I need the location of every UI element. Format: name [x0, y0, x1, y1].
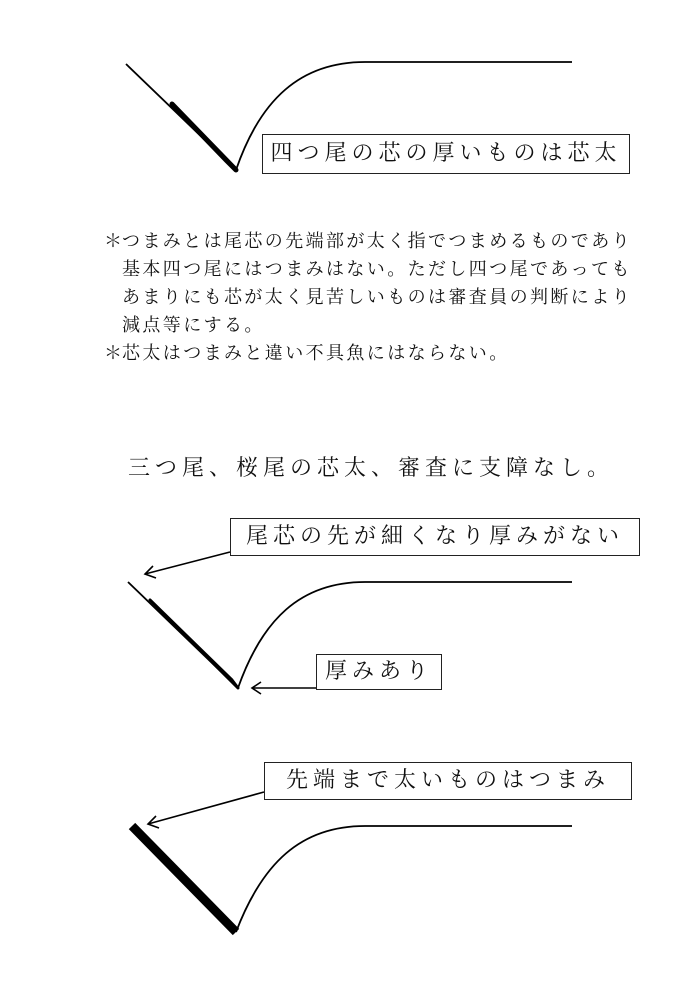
note-bullet: ＊: [104, 231, 125, 252]
note-item: [104, 340, 632, 368]
core-thick-3: [132, 826, 236, 932]
label-tsumami: 先端まで太いものはつまみ: [264, 762, 632, 800]
notes: [104, 228, 632, 368]
section-heading: 三つ尾、桜尾の芯太、審査に支障なし。: [128, 456, 615, 481]
tail-curve-3: [236, 826, 572, 932]
core-thickness-1: [172, 104, 236, 170]
label-has-thickness: 厚みあり: [316, 654, 442, 690]
label-thin-tip: 尾芯の先が細くなり厚みがない: [230, 518, 640, 556]
diagram-tsumami: [132, 792, 572, 932]
note-text: 芯太はつまみと違い不具魚にはならない。: [122, 343, 510, 364]
note-text: つまみとは尾芯の先端部が太く指でつまめるものであり 基本四つ尾にはつまみはない。ただし四つ尾であっても あまりにも芯が太く見苦しいものは審査員の判断により 減点等にする。: [122, 231, 632, 336]
core-thickness-2: [150, 600, 238, 688]
note-bullet: ＊: [104, 343, 125, 364]
label-thick-core: 四つ尾の芯の厚いものは芯太: [262, 134, 630, 174]
pointer-tsumami: [148, 792, 264, 824]
pointer-thin-tip: [145, 552, 230, 574]
note-item: [104, 228, 632, 340]
